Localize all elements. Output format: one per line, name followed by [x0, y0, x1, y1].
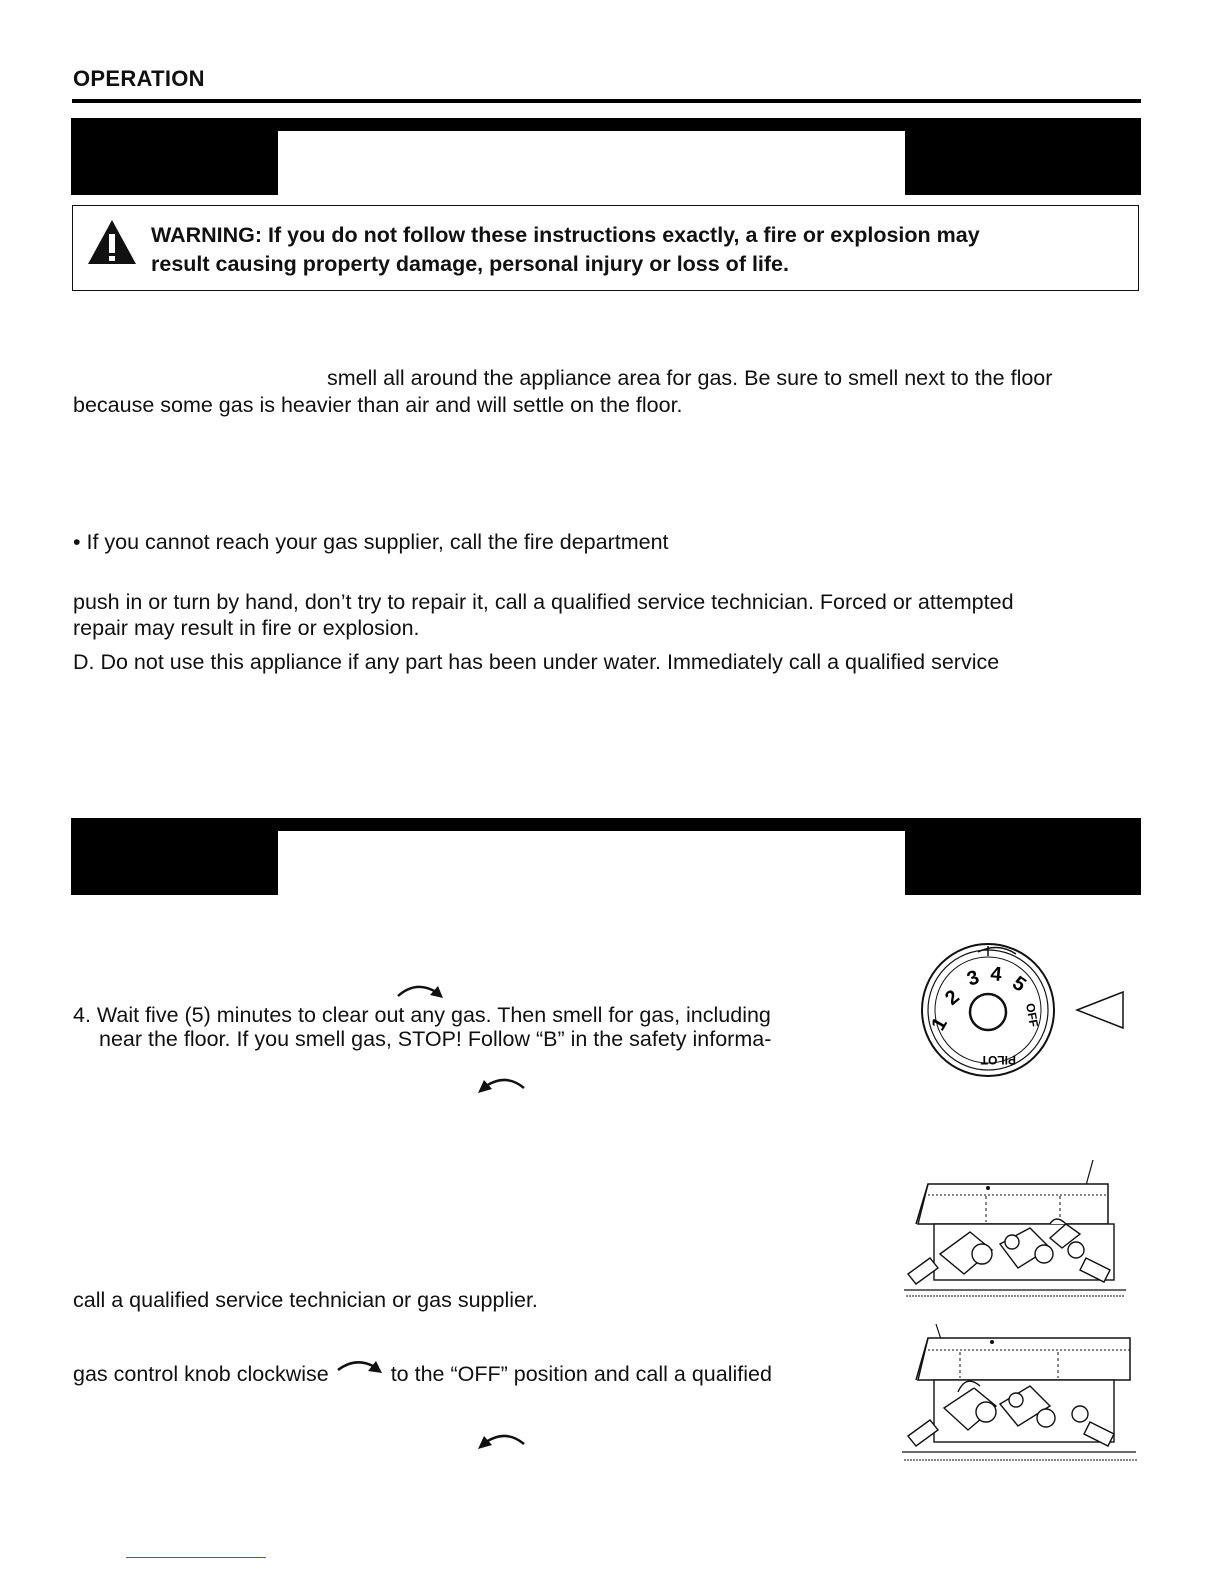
call-technician-line: call a qualified service technician or gas supplier. [73, 1288, 538, 1312]
counterclockwise-arrow-icon [476, 1430, 526, 1452]
step-4-line-1: 4. Wait five (5) minutes to clear out any gas. Then smell for gas, including [73, 1003, 771, 1027]
knob-off-label: OFF [1023, 1002, 1042, 1029]
warning-box [72, 205, 1139, 291]
safety-fire-department: • If you cannot reach your gas supplier, call the fire department [73, 530, 669, 554]
knob-number-5: 5 [1008, 972, 1030, 997]
clockwise-arrow-icon [335, 1357, 385, 1377]
warning-triangle-icon [86, 218, 138, 266]
lighting-banner [71, 818, 1141, 895]
gas-control-knob-illustration [918, 940, 1058, 1080]
pointer-triangle-icon [1074, 990, 1128, 1032]
knob-number-3: 3 [964, 966, 983, 991]
warning-line-2: result causing property damage, personal injury or loss of life. [151, 252, 789, 276]
safety-banner [71, 118, 1141, 195]
safety-smell-line-1: smell all around the appliance area for gas. Be sure to smell next to the floor [327, 366, 1053, 390]
safety-smell-line-2: because some gas is heavier than air and will settle on the floor. [73, 393, 683, 417]
safety-water-line: D. Do not use this appliance if any part has been under water. Immediately call a qualified service [73, 650, 1000, 674]
safety-repair-line-1: push in or turn by hand, don’t try to repair it, call a qualified service technician. Forced or attempted [73, 590, 1014, 614]
page-heading: OPERATION [73, 66, 205, 91]
knob-clockwise-text-end: to the “OFF” position and call a qualified [390, 1362, 772, 1386]
knob-clockwise-text-start: gas control knob clockwise [73, 1362, 329, 1386]
footer-line [126, 1557, 266, 1558]
step-4-line-2: near the floor. If you smell gas, STOP! Follow “B” in the safety informa- [99, 1027, 772, 1051]
knob-clockwise-line [73, 1357, 772, 1388]
warning-text [151, 221, 1111, 279]
safety-repair-line-2: repair may result in fire or explosion. [73, 616, 420, 640]
knob-number-4: 4 [989, 963, 1003, 986]
pilot-burner-illustration [900, 1158, 1130, 1300]
knob-pilot-label: PILOT [980, 1053, 1016, 1067]
heading-rule [72, 99, 1141, 103]
knob-number-2: 2 [941, 985, 964, 1010]
warning-line-1: WARNING: If you do not follow these instructions exactly, a fire or explosion may [151, 223, 980, 247]
counterclockwise-arrow-icon [476, 1074, 526, 1096]
knob-number-1: 1 [927, 1013, 952, 1035]
main-burner-illustration [900, 1322, 1140, 1464]
clockwise-arrow-icon [396, 980, 446, 1002]
